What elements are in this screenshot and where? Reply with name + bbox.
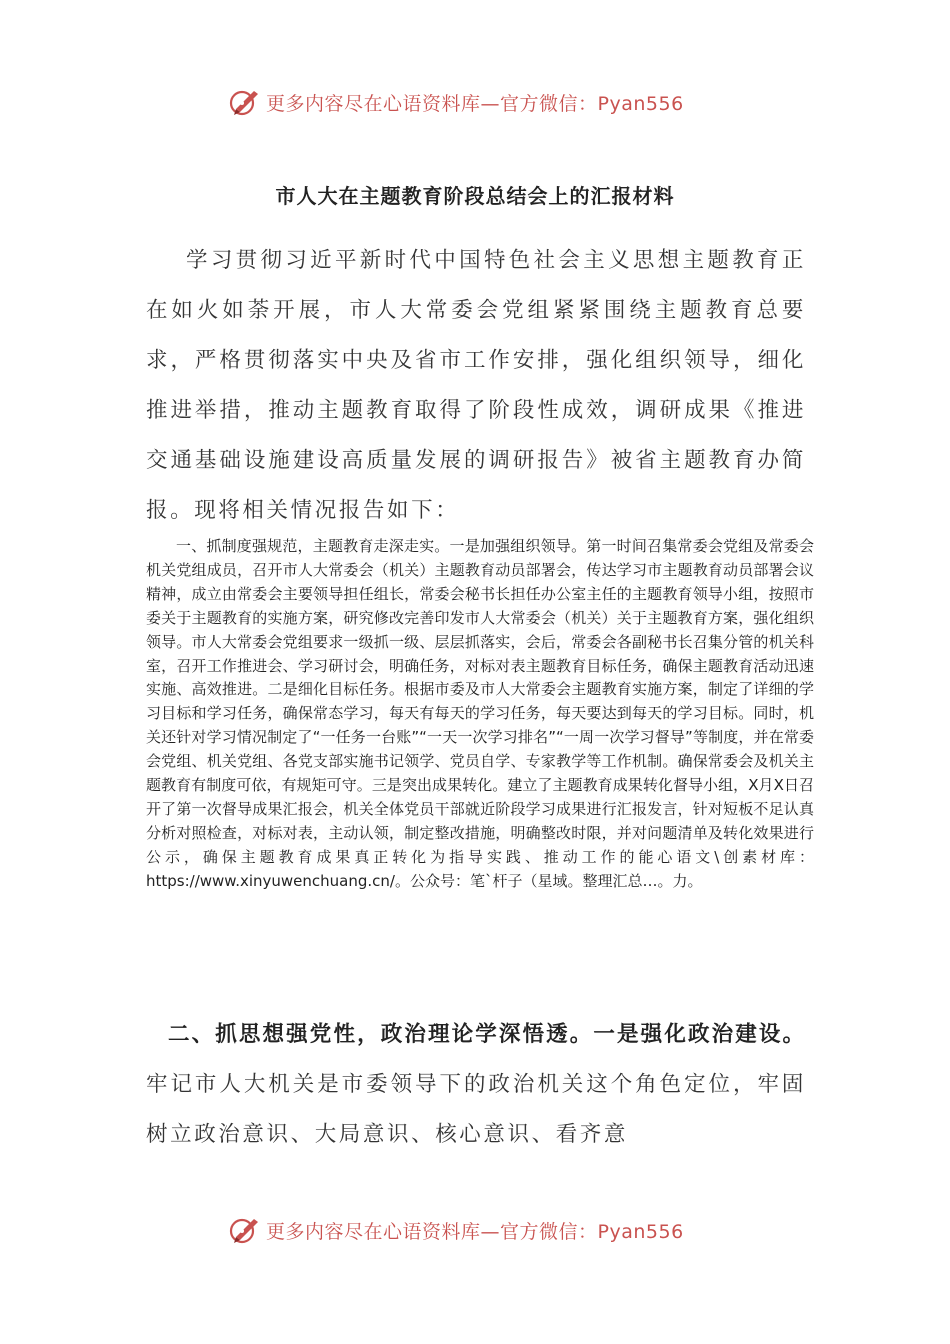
- watermark-text: 更多内容尽在心语资料库—官方微信：Pyan556: [266, 1220, 684, 1243]
- watermark-text: 更多内容尽在心语资料库—官方微信：Pyan556: [266, 92, 684, 115]
- section-2-paragraph: [146, 1010, 806, 1160]
- watermark-header: [228, 84, 728, 120]
- section-2-heading: 二、抓思想强党性，政治理论学深悟透。一是强化政治建设。: [168, 1022, 806, 1047]
- section-2-body: 牢记市人大机关是市委领导下的政治机关这个角色定位，牢固树立政治意识、大局意识、核心意识、看齐意: [146, 1072, 806, 1147]
- pen-logo-icon: [228, 85, 262, 119]
- page-title: 市人大在主题教育阶段总结会上的汇报材料: [275, 184, 675, 208]
- watermark-footer: [228, 1212, 728, 1248]
- section-1-paragraph: 一、抓制度强规范，主题教育走深走实。一是加强组织领导。第一时间召集常委会党组及常委会机关党组成员，召开市人大常委会（机关）主题教育动员部署会，传达学习市主题教育动员部署会议精神，成立由常委会主要领导担任组长，常委会秘书长担任办公室主任的主题教育领导小组，按照市委关于主题教育的实施方案，研究修改完善印发市人大常委会（机关）关于主题教育方案，强化组织领导。市人大常委会党组要求一级抓一级、层层抓落实，会后，常委会各副秘书长召集分管的机关科室，召开工作推进会、学习研讨会，明确任务，对标对表主题教育目标任务，确保主题教育活动迅速实施、高效推进。二是细化目标任务。根据市委及市人大常委会主题教育实施方案，制定了详细的学习目标和学习任务，确保常态学习，每天有每天的学习任务，每天要达到每天的学习目标。同时，机关还针对学习情况制定了“一任务一台账”“一天一次学习排名”“一周一次学习督导”等制度，并在常委会党组、机关党组、各党支部实施书记领学、党员自学、专家教学等工作机制。确保常委会及机关主题教育有制度可依，有规矩可守。三是突出成果转化。建立了主题教育成果转化督导小组，X月X日召开了第一次督导成果汇报会，机关全体党员干部就近阶段学习成果进行汇报发言，针对短板不足认真分析对照检查，对标对表，主动认领，制定整改措施，明确整改时限，并对问题清单及转化效果进行公示，确保主题教育成果真正转化为指导实践、推动工作的能心语文\创素材库：https://www.xinyuwenchuang.cn/。公众号：笔`杆子（星域。整理汇总…。力。: [146, 537, 814, 890]
- intro-paragraph: 学习贯彻习近平新时代中国特色社会主义思想主题教育正在如火如荼开展，市人大常委会党组紧紧围绕主题教育总要求，严格贯彻落实中央及省市工作安排，强化组织领导，细化推进举措，推动主题教育取得了阶段性成效，调研成果《推进交通基础设施建设高质量发展的调研报告》被省主题教育办简报。现将相关情况报告如下：: [146, 248, 806, 523]
- pen-logo-icon: [228, 1213, 262, 1247]
